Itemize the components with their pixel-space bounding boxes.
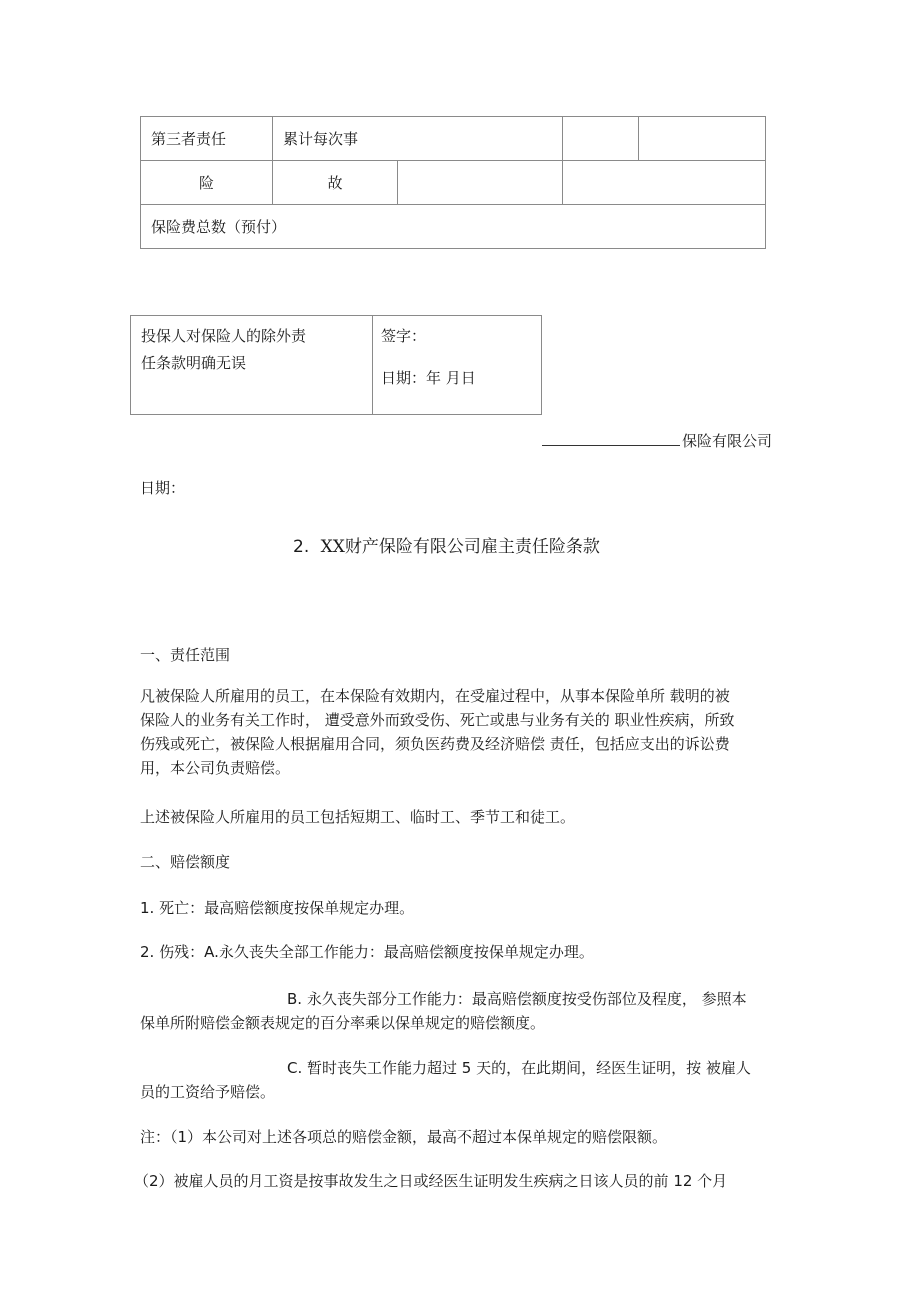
cell-insurance: 险 — [141, 161, 273, 205]
item-disability-c: C. 暂时丧失工作能力超过 5 天的，在此期间，经医生证明，按 被雇人 员的工资给予赔偿。 — [140, 1059, 751, 1101]
item-disability-b: B. 永久丧失部分工作能力：最高赔偿额度按受伤部位及程度， 参照本 保单所附赔偿金额表规定的百分率乘以保单规定的赔偿额度。 — [140, 990, 747, 1032]
cell-total-premium: 保险费总数（预付） — [141, 205, 766, 249]
table-row — [141, 117, 766, 161]
note-2: （2）被雇人员的月工资是按事故发生之日或经医生证明发生疾病之日该人员的前 12 个月 — [134, 1172, 728, 1190]
section2-heading: 二、赔偿额度 — [140, 853, 231, 871]
table-row — [141, 161, 766, 205]
section1-paragraph: 凡被保险人所雇用的员工，在本保险有效期内，在受雇过程中，从事本保险单所 载明的被 保险人的业务有关工作时， 遭受意外而致受伤、死亡或患与业务有关的 职业性疾病，所致 伤残或死亡，被保险人根据雇用合同，须负医药费及经济赔偿 责任，包括应支出的诉讼费 用，本公司负责赔偿。 — [140, 687, 735, 777]
signature-label: 签字： — [381, 327, 427, 345]
cell-empty — [639, 117, 766, 161]
document-title: 2. XX财产保险有限公司雇主责任险条款 — [293, 537, 600, 557]
signature-date: 日期：年 月日 — [381, 369, 476, 387]
cell-third-party-liability: 第三者责任 — [141, 117, 273, 161]
company-line: 保险有限公司 — [542, 429, 772, 453]
table-row — [131, 316, 542, 415]
date-label: 日期： — [140, 479, 186, 497]
cell-signature — [373, 316, 542, 415]
note-1: 注：（1）本公司对上述各项总的赔偿金额，最高不超过本保单规定的赔偿限额。 — [140, 1128, 668, 1146]
item-disability: 2. 伤残：A.永久丧失全部工作能力：最高赔偿额度按保单规定办理。 — [140, 943, 594, 961]
blank-line — [542, 429, 680, 446]
cell-empty — [398, 161, 563, 205]
section1-heading: 一、责任范围 — [140, 646, 231, 664]
cell-accident: 故 — [273, 161, 398, 205]
cell-empty — [563, 161, 766, 205]
item-death: 1. 死亡：最高赔偿额度按保单规定办理。 — [140, 899, 415, 917]
cell-exclusion-statement: 投保人对保险人的除外责 任条款明确无误 — [131, 316, 373, 415]
declaration-table — [130, 315, 542, 415]
table-row — [141, 205, 766, 249]
liability-table — [140, 116, 766, 249]
cell-empty — [563, 117, 639, 161]
cell-cumulative-per-accident: 累计每次事 — [273, 117, 563, 161]
section1-paragraph-2: 上述被保险人所雇用的员工包括短期工、临时工、季节工和徒工。 — [140, 808, 576, 826]
